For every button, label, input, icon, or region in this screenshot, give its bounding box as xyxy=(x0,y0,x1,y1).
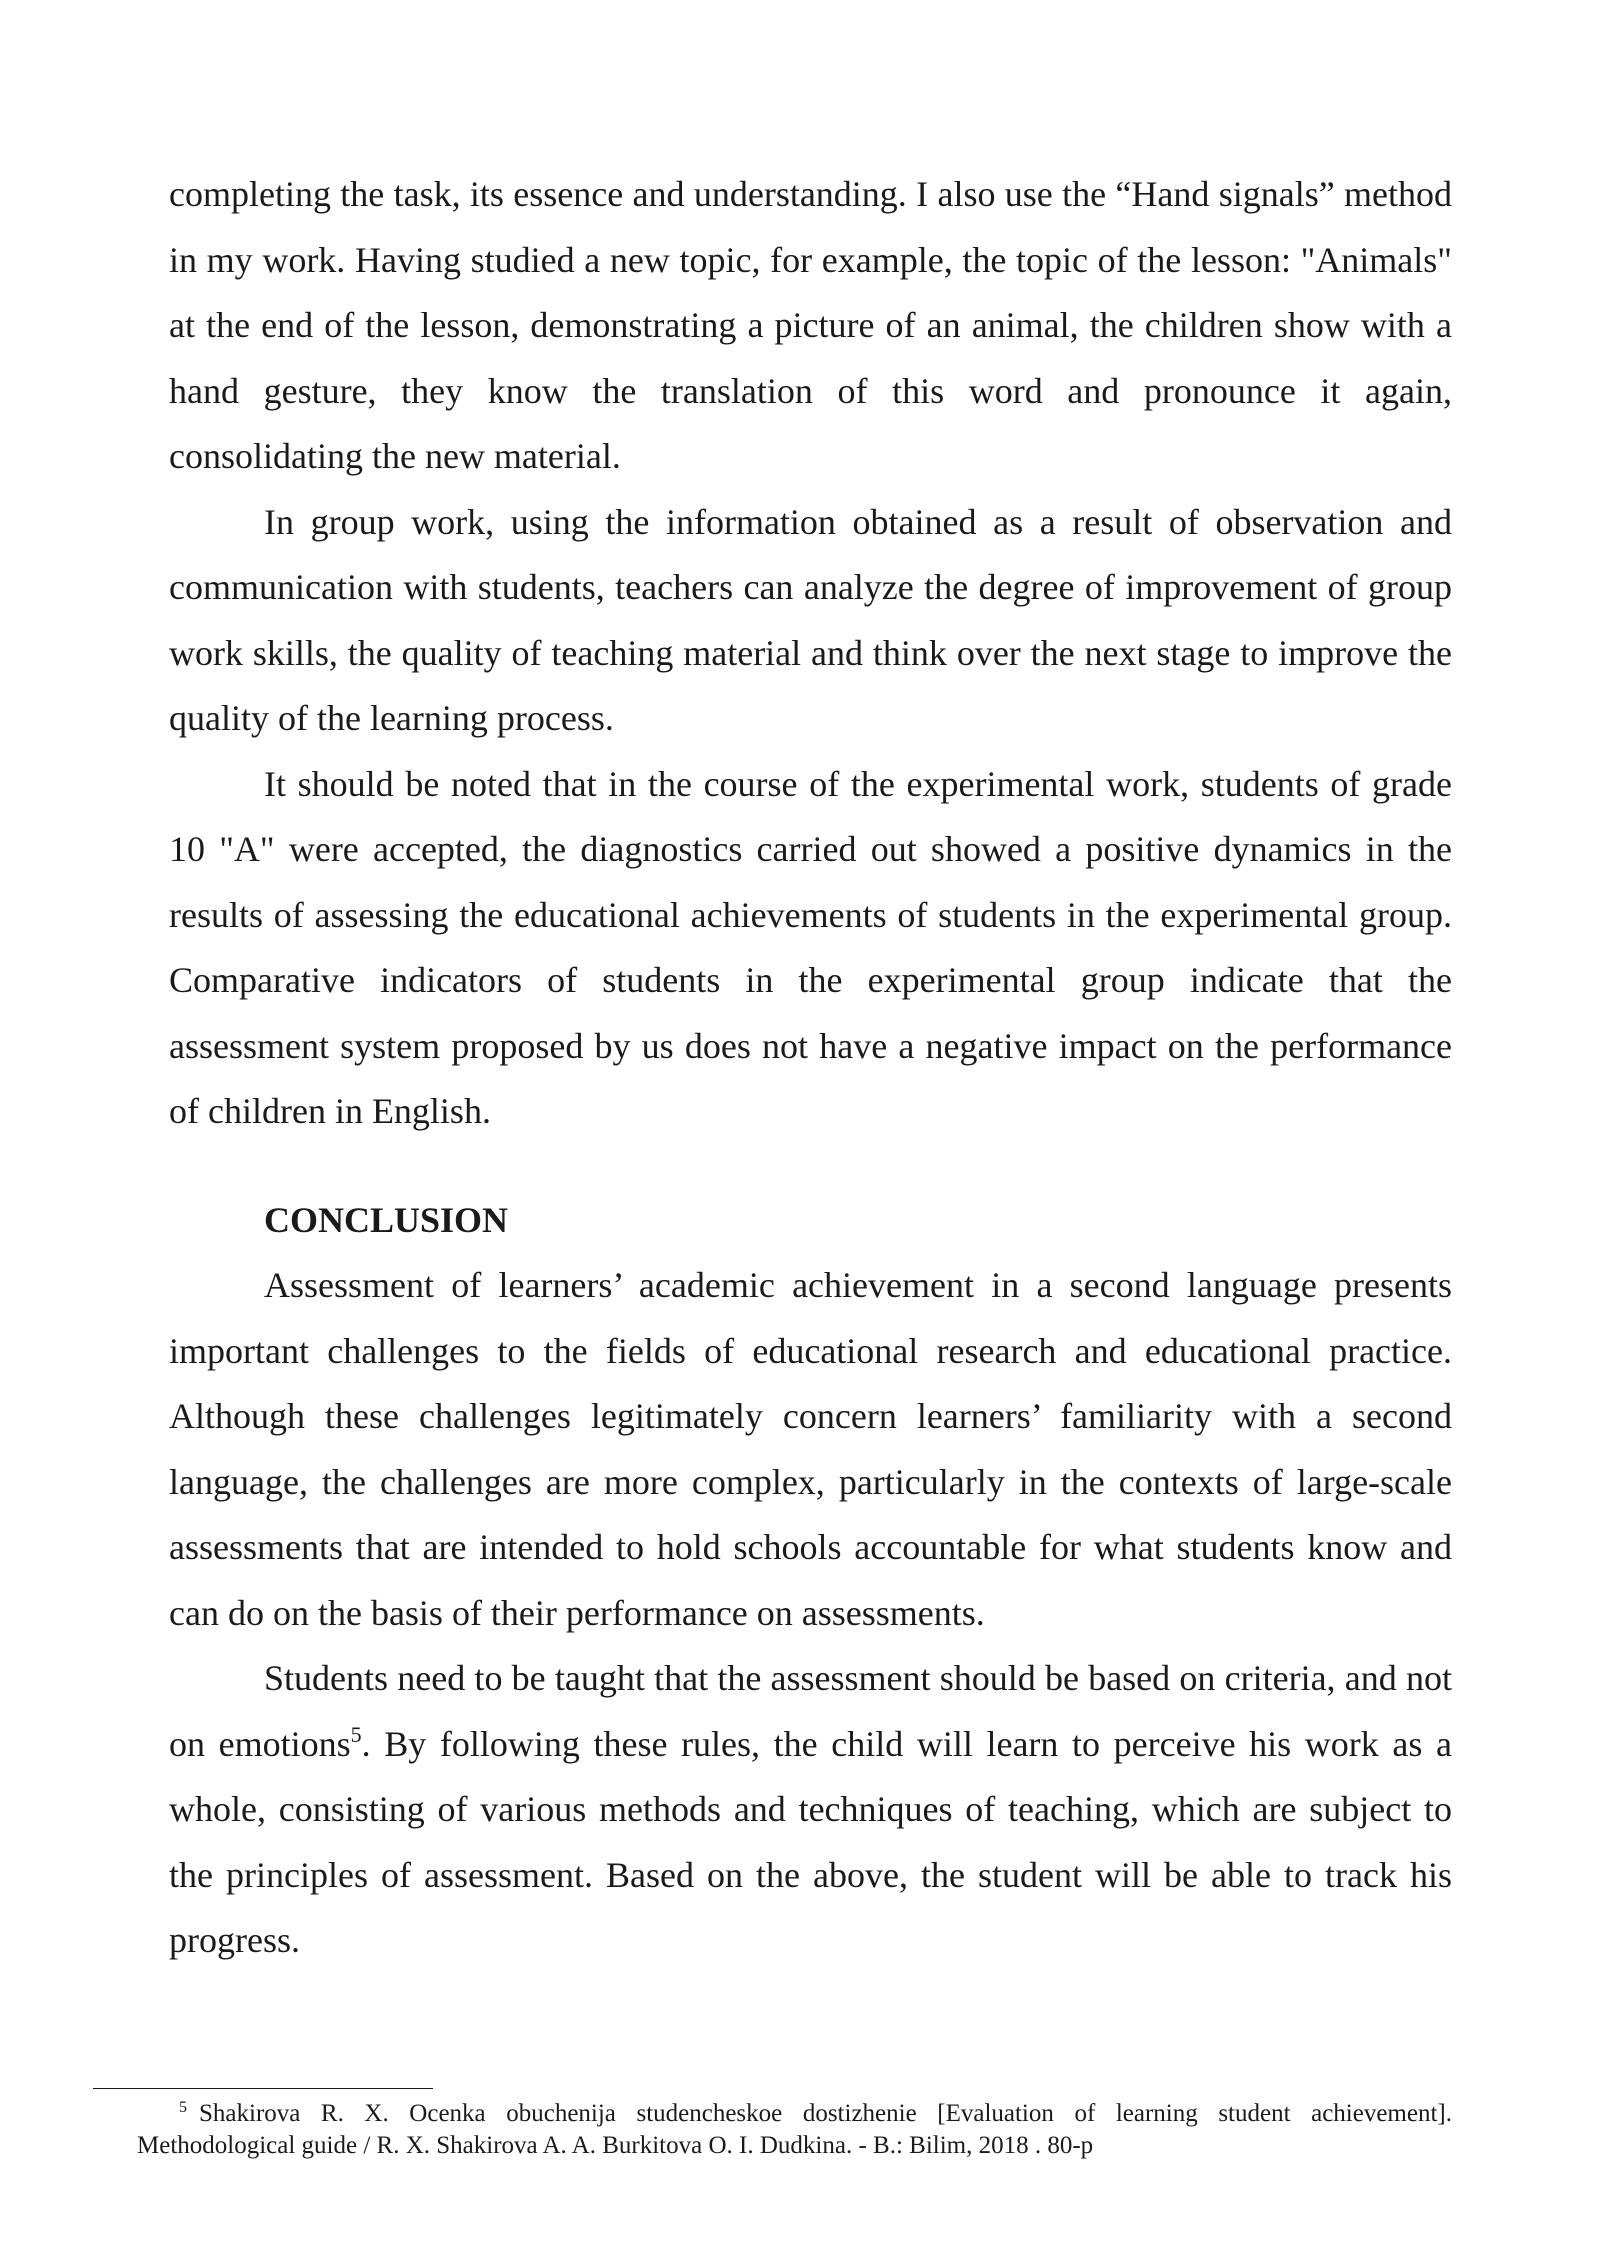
body-text xyxy=(169,162,1452,1974)
paragraph-group-work: In group work, using the information obtained as a result of observation and communication with students, teachers can analyze the degree of improvement of group work skills, the quality of teaching material and think over the next stage to improve the quality of the learning process. xyxy=(169,501,1452,738)
footnote-line-2: Methodological guide / R. X. Shakirova A. A. Burkitova O. I. Dudkina. - B.: Bilim, 2018 . 80-p xyxy=(137,2132,1094,2159)
footnote-line-1-text: Shakirova R. X. Ocenka obuchenija studencheskoe dostizhenie [Evaluation of learning student achievement]. xyxy=(199,2100,1452,2127)
footnote-line-1 xyxy=(137,2098,1452,2130)
footnote-number: 5 xyxy=(179,2099,187,2116)
paragraph-text-before-ref: Students need to be taught that the assessment should be based on criteria, and not on emotions xyxy=(169,1658,1452,1764)
paragraph-text-after-ref: . By following these rules, the child will learn to perceive his work as a whole, consisting of various methods and techniques of teaching, which are subject to the principles of assessment. Based on the above, the student will be able to track his progress. xyxy=(169,1723,1452,1960)
paragraph-conclusion-criteria xyxy=(169,1646,1452,1974)
paragraph-conclusion-assessment: Assessment of learners’ academic achievement in a second language presents important challenges to the fields of educational research and educational practice. Although these challenges legitimately concern learners’ familiarity with a second language, the challenges are more complex, particularly in the contexts of large-scale assessments that are intended to hold schools accountable for what students know and can do on the basis of their performance on assessments. xyxy=(169,1265,1452,1633)
footnote-reference: 5 xyxy=(350,1721,362,1747)
footnote xyxy=(137,2098,1452,2162)
footnote-separator xyxy=(93,2088,433,2089)
paragraph-hand-signals: completing the task, its essence and understanding. I also use the “Hand signals” method in my work. Having studied a new topic, for example, the topic of the lesson: "Animals" at the end of the lesson, demonstrating a picture of an animal, the children show with a hand gesture, they know the translation of this word and pronounce it again, consolidating the new material. xyxy=(169,174,1452,476)
paragraph-experimental-results: It should be noted that in the course of the experimental work, students of grade 10 "A" were accepted, the diagnostics carried out showed a positive dynamics in the results of assessing the educational achievements of students in the experimental group. Comparative indicators of students in the experimental group indicate that the assessment system proposed by us does not have a negative impact on the performance of children in English. xyxy=(169,763,1452,1131)
conclusion-heading: CONCLUSION xyxy=(264,1199,509,1240)
